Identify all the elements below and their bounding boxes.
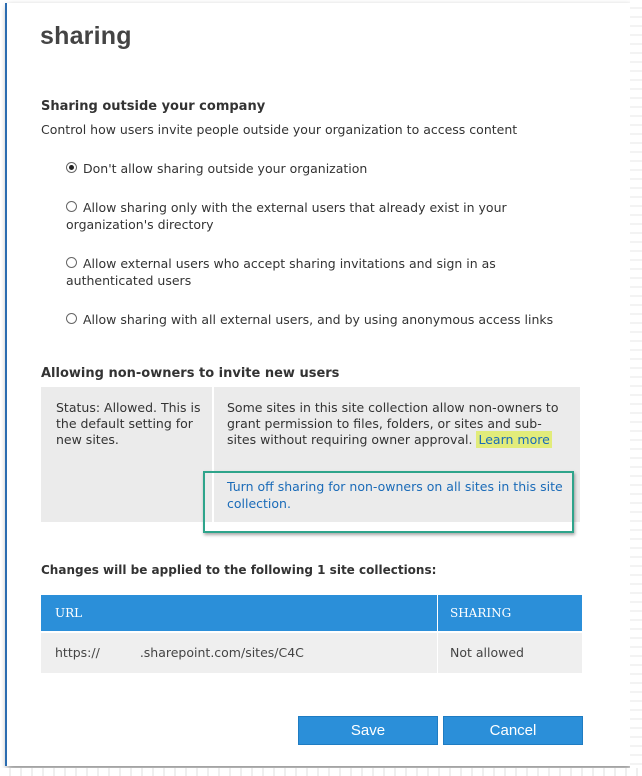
cell-sharing: Not allowed (450, 645, 524, 660)
redacted-region (100, 647, 140, 661)
cell-url (41, 633, 438, 673)
table-row (41, 633, 582, 673)
radio-label: Allow sharing only with the external users that already exist in your organization's directory (66, 200, 507, 232)
table-header (41, 595, 582, 631)
site-collections-table (41, 595, 582, 673)
sharing-outside-heading: Sharing outside your company (41, 99, 266, 114)
torn-edge-right (630, 0, 642, 776)
turn-off-sharing-link[interactable]: Turn off sharing for non-owners on all sites in this site collection. (227, 479, 563, 511)
radio-label: Allow sharing with all external users, and by using anonymous access links (83, 312, 554, 327)
torn-edge-bottom (0, 768, 642, 776)
sharing-outside-description: Control how users invite people outside your organization to access content (41, 122, 518, 137)
detail-text (227, 400, 567, 448)
radio-button[interactable] (66, 201, 77, 212)
status-text: Status: Allowed. This is the default setting for new sites. (56, 400, 201, 447)
url-prefix: https:// (55, 645, 100, 660)
radio-option-no-sharing[interactable] (66, 160, 566, 177)
radio-label: Allow external users who accept sharing invitations and sign in as authenticated users (66, 256, 496, 288)
changes-heading: Changes will be applied to the following 1 site collections: (41, 563, 437, 577)
radio-button-checked[interactable] (66, 162, 77, 173)
radio-option-existing-external[interactable] (66, 199, 566, 233)
save-button[interactable]: Save (298, 716, 438, 745)
column-header-sharing: SHARING (450, 606, 512, 620)
radio-button[interactable] (66, 257, 77, 268)
non-owners-heading: Allowing non-owners to invite new users (41, 366, 340, 381)
radio-option-anonymous-external[interactable] (66, 311, 566, 328)
url-suffix: .sharepoint.com/sites/C4C (139, 645, 304, 660)
radio-button[interactable] (66, 313, 77, 324)
page-title: sharing (40, 22, 132, 50)
column-header-url: URL (41, 595, 438, 631)
radio-label: Don't allow sharing outside your organization (83, 161, 368, 176)
detail-description: Some sites in this site collection allow non-owners to grant permission to files, folders, or sites and sub-sites without requiring owner approval. (227, 400, 559, 447)
radio-option-authenticated-external[interactable] (66, 255, 566, 289)
callout-highlight-box (203, 471, 574, 533)
cancel-button[interactable]: Cancel (443, 716, 583, 745)
learn-more-link[interactable]: Learn more (478, 432, 550, 447)
